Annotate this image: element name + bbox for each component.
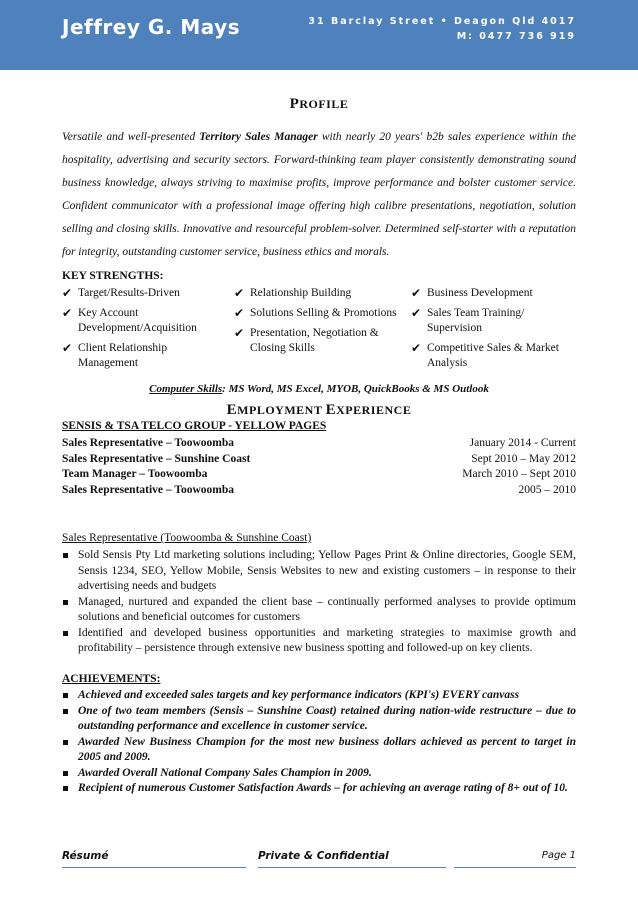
checkmark-icon: ✔: [411, 341, 422, 355]
list-item: ✔ Target/Results-Driven: [62, 286, 180, 300]
list-item: Awarded Overall National Company Sales Champion in 2009.: [62, 766, 576, 782]
checkmark-icon: ✔: [234, 286, 245, 300]
bullet-icon: [63, 771, 68, 776]
checkmark-icon: ✔: [411, 306, 422, 320]
list-item: Sold Sensis Pty Ltd marketing solutions including; Yellow Pages Print & Online directories, Google SEM, Sensis 1234, SEO, Yellow Mobile, Sensis Websites to new and existing customers – in response to their advertising needs and budgets: [62, 548, 576, 595]
list-item: Awarded New Business Champion for the most new business dollars achieved as percent to target in 2005 and 2009.: [62, 735, 576, 766]
role-row: Team Manager – Toowoomba March 2010 – Sept 2010: [62, 468, 576, 480]
bullet-icon: [63, 693, 68, 698]
checkmark-icon: ✔: [234, 326, 245, 340]
mobile-number: M: 0477 736 919: [456, 31, 576, 42]
achievements-list: [62, 688, 576, 797]
achievements-heading: ACHIEVEMENTS:: [62, 673, 161, 685]
footer-center: Private & Confidential: [258, 850, 389, 862]
checkmark-icon: ✔: [62, 341, 73, 355]
header-banner: [0, 0, 638, 70]
role-subheading: Sales Representative (Toowoomba & Sunshine Coast): [62, 532, 312, 544]
profile-summary: Versatile and well-presented Territory Sales Manager with nearly 20 years' b2b sales experience within the hospitality, advertising and security sectors. Forward-thinking team player consistently demonstrating sound business knowledge, always striving to maximise profits, improve performance and bolster customer service. Confident communicator with a professional image offering high calibre presentations, negotiation, solution selling and closing skills. Innovative and resourceful problem-solver. Determined self-starter with a reputation for integrity, outstanding customer service, business ethics and morals.: [62, 131, 576, 258]
checkmark-icon: ✔: [234, 306, 245, 320]
bullet-icon: [63, 553, 68, 558]
contact-details: [308, 14, 576, 44]
list-item: Achieved and exceeded sales targets and key performance indicators (KPI's) EVERY canvass: [62, 688, 576, 704]
checkmark-icon: ✔: [411, 286, 422, 300]
footer-divider: [258, 867, 446, 868]
bullet-icon: [63, 631, 68, 636]
role-row: Sales Representative – Toowoomba 2005 – 2010: [62, 483, 576, 496]
key-strengths-col-2: [234, 286, 400, 361]
footer-divider: [454, 867, 576, 868]
role-row: Sales Representative – Sunshine Coast Sept 2010 – May 2012: [62, 452, 576, 465]
list-item: ✔ Relationship Building: [234, 286, 352, 300]
computer-skills: Computer Skills: MS Word, MS Excel, MYOB, QuickBooks & MS Outlook: [149, 383, 489, 395]
list-item: ✔ Key Account Development/Acquisition: [62, 306, 197, 334]
company-name: SENSIS & TSA TELCO GROUP - YELLOW PAGES: [62, 420, 327, 432]
list-item: ✔ Sales Team Training/ Supervision: [411, 306, 525, 334]
key-strengths-heading: KEY STRENGTHS:: [62, 270, 164, 282]
bullet-icon: [63, 786, 68, 791]
employment-experience-title: EMPLOYMENT EXPERIENCE: [226, 402, 412, 418]
footer-left: Résumé: [62, 850, 109, 862]
list-item: ✔ Business Development: [411, 286, 533, 300]
role-row: Sales Representative – Toowoomba January 2014 - Current: [62, 437, 576, 449]
bullet-icon: [63, 709, 68, 714]
page-number: Page 1: [541, 850, 576, 861]
list-item: One of two team members (Sensis – Sunshine Coast) retained during nation-wide restructure – due to outstanding performance and excellence in customer service.: [62, 704, 576, 735]
address: 31 Barclay Street • Deagon Qld 4017: [308, 16, 576, 27]
bullet-icon: [63, 740, 68, 745]
profile-role: Territory Sales Manager: [199, 131, 318, 143]
list-item: Identified and developed business opportunities and marketing strategies to maximise growth and profitability – persistence through extensive new business spotting and followed-up on key clients.: [62, 626, 576, 657]
duties-list: [62, 548, 576, 657]
profile-heading: PROFILE: [289, 96, 349, 112]
candidate-name: Jeffrey G. Mays: [62, 15, 241, 39]
bullet-icon: [63, 600, 68, 605]
list-item: Recipient of numerous Customer Satisfaction Awards – for achieving an average rating of 8+ out of 10.: [62, 781, 576, 797]
page-footer: [62, 850, 576, 868]
footer-divider: [62, 867, 246, 868]
roles-list: [62, 436, 576, 498]
checkmark-icon: ✔: [62, 306, 73, 320]
key-strengths-col-1: [62, 286, 222, 376]
list-item: ✔ Presentation, Negotiation & Closing Skills: [234, 326, 379, 354]
list-item: ✔ Client Relationship Management: [62, 341, 168, 369]
list-item: Managed, nurtured and expanded the client base – continually performed analyses to provide optimum solutions and beneficial outcomes for customers: [62, 595, 576, 626]
key-strengths-col-3: [411, 286, 571, 376]
list-item: ✔ Competitive Sales & Market Analysis: [411, 341, 559, 369]
checkmark-icon: ✔: [62, 286, 73, 300]
list-item: ✔ Solutions Selling & Promotions: [234, 306, 397, 320]
